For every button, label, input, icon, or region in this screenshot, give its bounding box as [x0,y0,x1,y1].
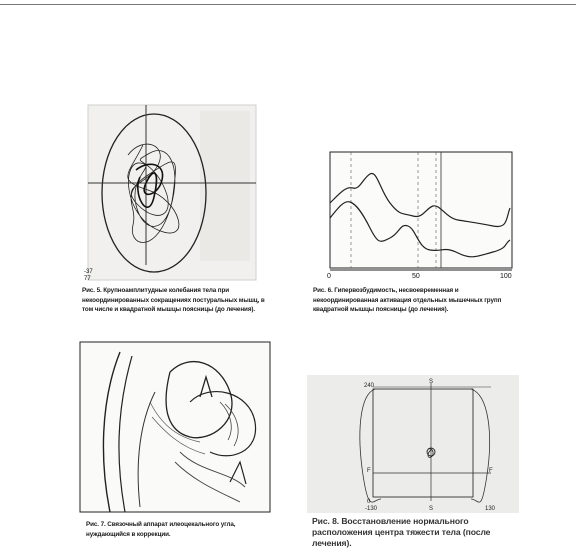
figure-7-anatomy-drawing [80,342,270,512]
figure-5-axis-label-a: -37 [84,269,93,275]
figure-6-emg-plot [318,148,518,280]
figure-7 [80,342,270,512]
figure-8-stabilogram [307,375,519,513]
figure-8-label-0: 0 [367,499,371,505]
figure-8-label-s-top: S [429,379,434,385]
figure-6 [318,148,518,280]
figure-6-x-tick-0: 0 [327,273,331,280]
figure-7-caption: Рис. 7. Связочный аппарат илеоцекального угла, нуждающийся в коррекции. [86,521,236,538]
figure-5-stabilogram [84,105,256,282]
page-top-rule [0,4,576,5]
figure-5-caption: Рис. 5. Крупноамплитудные колебания тела при некоординированных сокращениях постуральных мышц, в том числе и квадратной мышцы поясницы (до лечения). [82,287,265,313]
figure-8 [307,375,519,513]
figure-8-label-130: 130 [485,506,496,512]
figure-8-label-240: 240 [364,383,375,389]
figure-6-caption: Рис. 6. Гипервозбудимость, несвоевременная и некоординированная активация отдельных мышечных групп квадратной мышцы поясницы (до лечения). [313,287,502,313]
figure-6-x-tick-100: 100 [500,273,512,280]
figure-8-label-f-left: F [367,468,371,474]
figure-8-label-f-right: F [489,468,493,474]
figure-8-label-s-bottom: S [429,506,434,512]
figure-8-caption: Рис. 8. Восстановление нормального расположения центра тяжести тела (после лечения). [312,516,491,548]
figure-8-label-minus-130: -130 [365,506,378,512]
figure-5-axis-label-b: 77 [84,276,91,282]
figure-6-x-tick-50: 50 [412,273,420,280]
figure-5 [84,105,256,282]
